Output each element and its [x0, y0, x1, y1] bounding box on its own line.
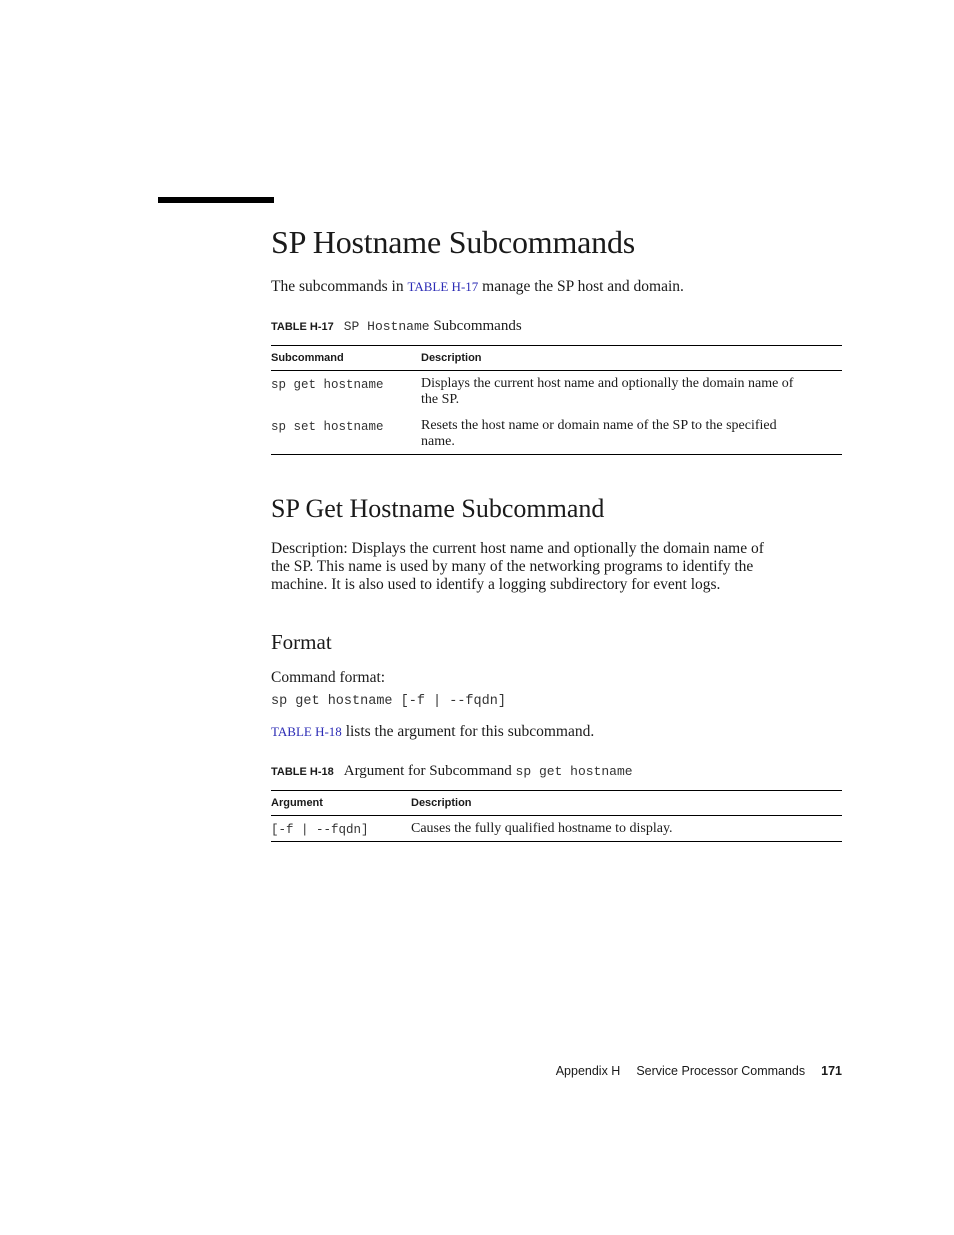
- page-footer: [556, 1064, 842, 1078]
- description-line: Displays the current host name and optionally the domain name of: [421, 376, 794, 391]
- table-h17-caption: [271, 318, 522, 335]
- description-paragraph: [271, 540, 764, 594]
- footer-appendix: Appendix H: [555, 1064, 621, 1078]
- subcommands-table: [271, 345, 842, 455]
- command-format-label: Command format:: [271, 669, 386, 686]
- format-heading: Format: [271, 630, 332, 654]
- table-h18-caption-mono: sp get hostname: [515, 764, 633, 779]
- description-cell: [421, 376, 793, 408]
- header-description: Description: [421, 352, 482, 364]
- intro-paragraph: [271, 278, 684, 296]
- subcommand-cell: sp set hostname: [271, 420, 384, 434]
- header-description: Description: [411, 797, 472, 809]
- description-line: Description: Displays the current host name and optionally the domain name of: [271, 540, 764, 557]
- table-h18-label: TABLE H-18: [271, 766, 334, 778]
- table-header: [271, 346, 842, 371]
- table-h17-caption-text: Subcommands: [429, 318, 522, 334]
- table-h18-caption-text: Argument for Subcommand: [343, 763, 516, 779]
- chapter-rule: [158, 197, 274, 203]
- command-syntax: sp get hostname [-f | --fqdn]: [271, 694, 506, 709]
- subsection-title: SP Get Hostname Subcommand: [271, 494, 605, 523]
- table-h18-caption: [271, 763, 633, 780]
- args-intro-paragraph: [271, 723, 594, 741]
- intro-text-before: The subcommands in: [271, 278, 408, 295]
- description-cell: [421, 418, 777, 450]
- subcommand-cell: sp get hostname: [271, 378, 384, 392]
- table-h17-label: TABLE H-17: [271, 321, 334, 333]
- table-header: [271, 791, 842, 816]
- table-h17-caption-mono: SP Hostname: [343, 319, 430, 334]
- page-number: 171: [821, 1064, 842, 1078]
- header-argument: Argument: [271, 797, 323, 809]
- arguments-table: [271, 790, 842, 842]
- table-h17-link[interactable]: TABLE H-17: [407, 279, 479, 294]
- section-title: SP Hostname Subcommands: [271, 224, 635, 260]
- argument-cell: [-f | --fqdn]: [271, 823, 369, 837]
- header-subcommand: Subcommand: [271, 352, 344, 364]
- args-intro-text: lists the argument for this subcommand.: [341, 723, 595, 740]
- description-cell: Causes the fully qualified hostname to display.: [411, 821, 673, 836]
- description-line: name.: [421, 434, 455, 449]
- description-line: the SP. This name is used by many of the networking programs to identify the: [271, 558, 754, 575]
- description-line: machine. It is also used to identify a logging subdirectory for event logs.: [271, 576, 721, 593]
- footer-chapter: Service Processor Commands: [636, 1064, 806, 1078]
- table-h18-link[interactable]: TABLE H-18: [271, 724, 342, 739]
- description-line: the SP.: [421, 392, 460, 407]
- description-line: Resets the host name or domain name of the SP to the specified: [421, 418, 777, 433]
- intro-text-after: manage the SP host and domain.: [478, 278, 684, 295]
